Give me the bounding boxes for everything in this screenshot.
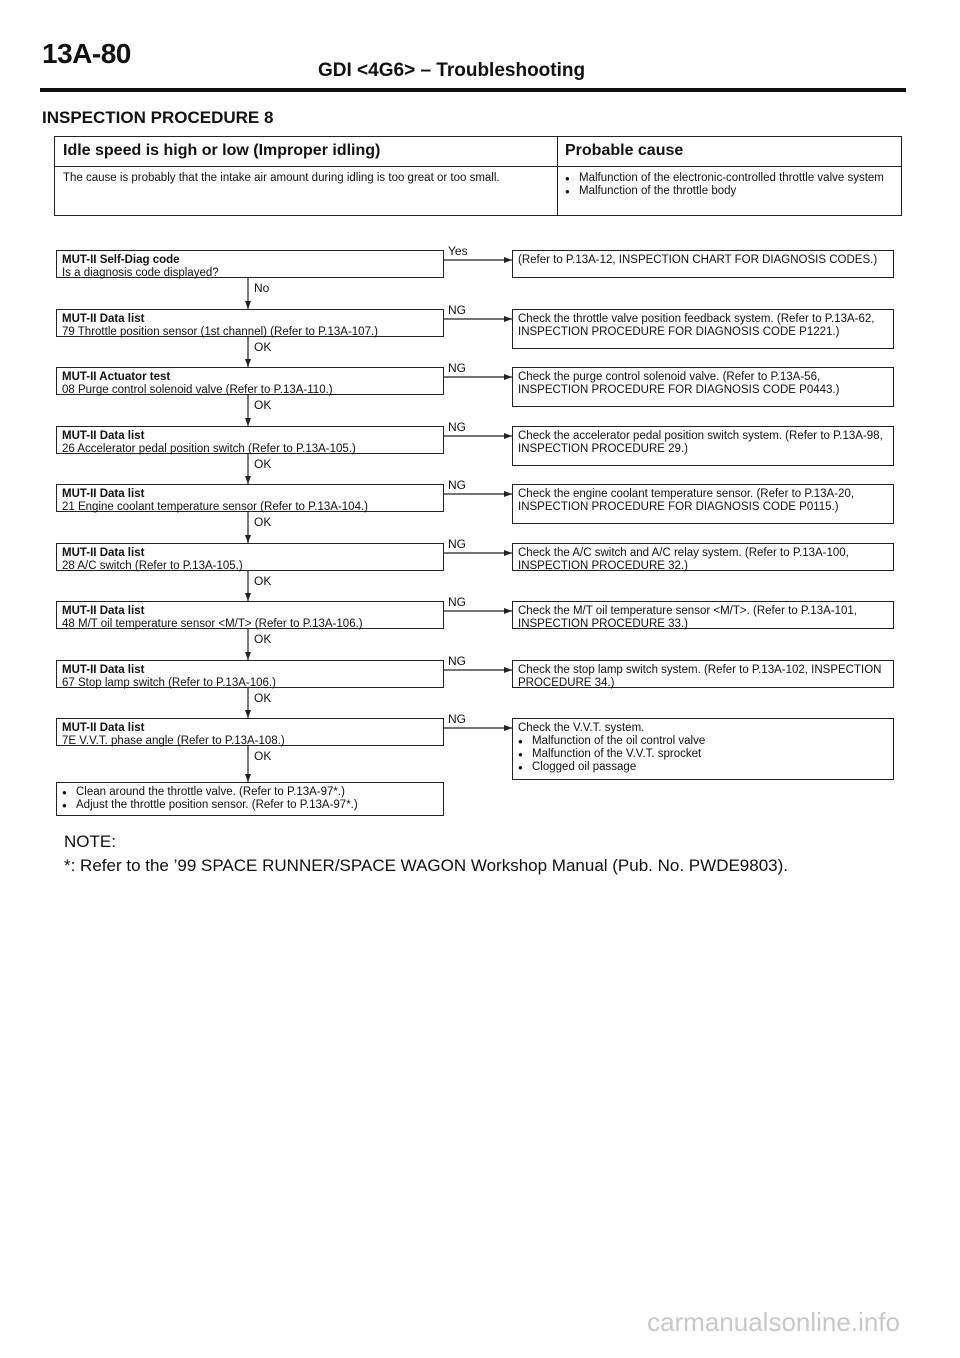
result-text: Check the V.V.T. system. bbox=[518, 722, 645, 734]
arrow-head bbox=[504, 608, 512, 614]
branch-label: NG bbox=[448, 361, 466, 375]
arrow-head bbox=[245, 535, 251, 543]
result-bullet: ● Clogged oil passage bbox=[518, 761, 888, 774]
arrow-head bbox=[504, 491, 512, 497]
result-text: Check the purge control solenoid valve. (Refer to P.13A-56, INSPECTION PROCEDURE FOR DIAGNOSIS CODE P0443.) bbox=[518, 371, 840, 396]
arrow-head bbox=[504, 374, 512, 380]
continue-label: OK bbox=[254, 749, 272, 763]
check-step-box bbox=[56, 601, 444, 629]
check-step-box bbox=[56, 660, 444, 688]
result-box bbox=[512, 660, 894, 688]
continue-label: OK bbox=[254, 515, 272, 529]
continue-label: OK bbox=[254, 457, 272, 471]
arrow-head bbox=[504, 433, 512, 439]
result-text: Check the M/T oil temperature sensor <M/T>. (Refer to P.13A-101, INSPECTION PROCEDURE 33.) bbox=[518, 605, 857, 630]
check-step-title: MUT-II Data list bbox=[62, 605, 145, 617]
branch-label: NG bbox=[448, 654, 466, 668]
continue-label: OK bbox=[254, 340, 272, 354]
result-box bbox=[512, 426, 894, 466]
cause-item: ● Malfunction of the electronic-controlled throttle valve system bbox=[565, 172, 893, 185]
check-step-title: MUT-II Data list bbox=[62, 547, 145, 559]
result-text: Check the A/C switch and A/C relay system. (Refer to P.13A-100, INSPECTION PROCEDURE 32.) bbox=[518, 547, 849, 572]
procedure-title: INSPECTION PROCEDURE 8 bbox=[42, 108, 274, 127]
continue-label: No bbox=[254, 281, 270, 295]
arrow-head bbox=[245, 652, 251, 660]
check-step-box bbox=[56, 543, 444, 571]
check-step-box bbox=[56, 367, 444, 395]
arrow-head bbox=[245, 710, 251, 718]
note-label: NOTE: bbox=[64, 832, 116, 851]
check-step-text: Is a diagnosis code displayed? bbox=[62, 267, 219, 279]
check-step-title: MUT-II Actuator test bbox=[62, 371, 171, 383]
branch-label: NG bbox=[448, 537, 466, 551]
arrow-head bbox=[245, 593, 251, 601]
page-title: GDI <4G6> – Troubleshooting bbox=[318, 60, 586, 81]
check-step-text: 7E V.V.T. phase angle (Refer to P.13A-108.) bbox=[62, 735, 285, 747]
check-step-text: 79 Throttle position sensor (1st channel) (Refer to P.13A-107.) bbox=[62, 326, 378, 338]
arrow-head bbox=[504, 550, 512, 556]
branch-label: NG bbox=[448, 712, 466, 726]
arrow-head bbox=[245, 359, 251, 367]
check-step-text: 28 A/C switch (Refer to P.13A-105.) bbox=[62, 560, 243, 572]
continue-label: OK bbox=[254, 574, 272, 588]
continue-label: OK bbox=[254, 632, 272, 646]
check-step-text: 26 Accelerator pedal position switch (Refer to P.13A-105.) bbox=[62, 443, 356, 455]
continue-label: OK bbox=[254, 398, 272, 412]
arrow-head bbox=[245, 418, 251, 426]
branch-label: NG bbox=[448, 420, 466, 434]
final-action-item: ● Clean around the throttle valve. (Refer to P.13A-97*.) bbox=[62, 786, 438, 799]
check-step-text: 67 Stop lamp switch (Refer to P.13A-106.) bbox=[62, 677, 276, 689]
arrow-head bbox=[245, 476, 251, 484]
check-step-title: MUT-II Data list bbox=[62, 664, 145, 676]
check-step-box bbox=[56, 250, 444, 278]
arrow-head bbox=[504, 667, 512, 673]
result-box bbox=[512, 367, 894, 407]
result-bullet: ● Malfunction of the V.V.T. sprocket bbox=[518, 748, 888, 761]
check-step-title: MUT-II Data list bbox=[62, 313, 145, 325]
check-step-box bbox=[56, 718, 444, 746]
result-text: (Refer to P.13A-12, INSPECTION CHART FOR DIAGNOSIS CODES.) bbox=[518, 254, 878, 266]
check-step-title: MUT-II Data list bbox=[62, 722, 145, 734]
result-bullet: ● Malfunction of the oil control valve bbox=[518, 735, 888, 748]
check-step-box bbox=[56, 484, 444, 512]
result-box bbox=[512, 250, 894, 278]
arrow-head bbox=[504, 316, 512, 322]
result-text: Check the engine coolant temperature sensor. (Refer to P.13A-20, INSPECTION PROCEDURE FOR DIAGNOSIS CODE P0115.) bbox=[518, 488, 855, 513]
cause-heading: Probable cause bbox=[557, 137, 901, 167]
symptom-heading: Idle speed is high or low (Improper idling) bbox=[55, 137, 557, 167]
check-step-text: 48 M/T oil temperature sensor <M/T> (Refer to P.13A-106.) bbox=[62, 618, 363, 630]
result-text: Check the stop lamp switch system. (Refer to P.13A-102, INSPECTION PROCEDURE 34.) bbox=[518, 664, 882, 689]
result-box bbox=[512, 484, 894, 524]
branch-label: Yes bbox=[448, 244, 468, 258]
branch-label: NG bbox=[448, 303, 466, 317]
check-step-box bbox=[56, 309, 444, 337]
check-step-title: MUT-II Data list bbox=[62, 488, 145, 500]
arrow-head bbox=[504, 725, 512, 731]
check-step-text: 21 Engine coolant temperature sensor (Refer to P.13A-104.) bbox=[62, 501, 368, 513]
note-text: *: Refer to the ’99 SPACE RUNNER/SPACE WAGON Workshop Manual (Pub. No. PWDE9803). bbox=[64, 856, 789, 875]
continue-label: OK bbox=[254, 691, 272, 705]
arrow-head bbox=[245, 774, 251, 782]
arrow-head bbox=[504, 257, 512, 263]
result-text: Check the accelerator pedal position switch system. (Refer to P.13A-98, INSPECTION PROCEDURE 29.) bbox=[518, 430, 883, 455]
check-step-text: 08 Purge control solenoid valve (Refer to P.13A-110.) bbox=[62, 384, 333, 396]
result-box bbox=[512, 601, 894, 629]
watermark: carmanualsonline.info bbox=[647, 1307, 900, 1337]
result-box bbox=[512, 718, 894, 780]
check-step-title: MUT-II Data list bbox=[62, 430, 145, 442]
branch-label: NG bbox=[448, 595, 466, 609]
arrow-head bbox=[245, 301, 251, 309]
symptom-text: The cause is probably that the intake air amount during idling is too great or too small. bbox=[63, 172, 500, 184]
result-box bbox=[512, 309, 894, 349]
result-box bbox=[512, 543, 894, 571]
final-action-item: ● Adjust the throttle position sensor. (Refer to P.13A-97*.) bbox=[62, 799, 438, 812]
check-step-box bbox=[56, 426, 444, 454]
branch-label: NG bbox=[448, 478, 466, 492]
check-step-title: MUT-II Self-Diag code bbox=[62, 254, 180, 266]
cause-item: ● Malfunction of the throttle body bbox=[565, 185, 893, 198]
result-text: Check the throttle valve position feedback system. (Refer to P.13A-62, INSPECTION PROCEDURE FOR DIAGNOSIS CODE P1221.) bbox=[518, 313, 875, 338]
page-number: 13A-80 bbox=[42, 38, 131, 69]
final-action-box bbox=[56, 782, 444, 816]
